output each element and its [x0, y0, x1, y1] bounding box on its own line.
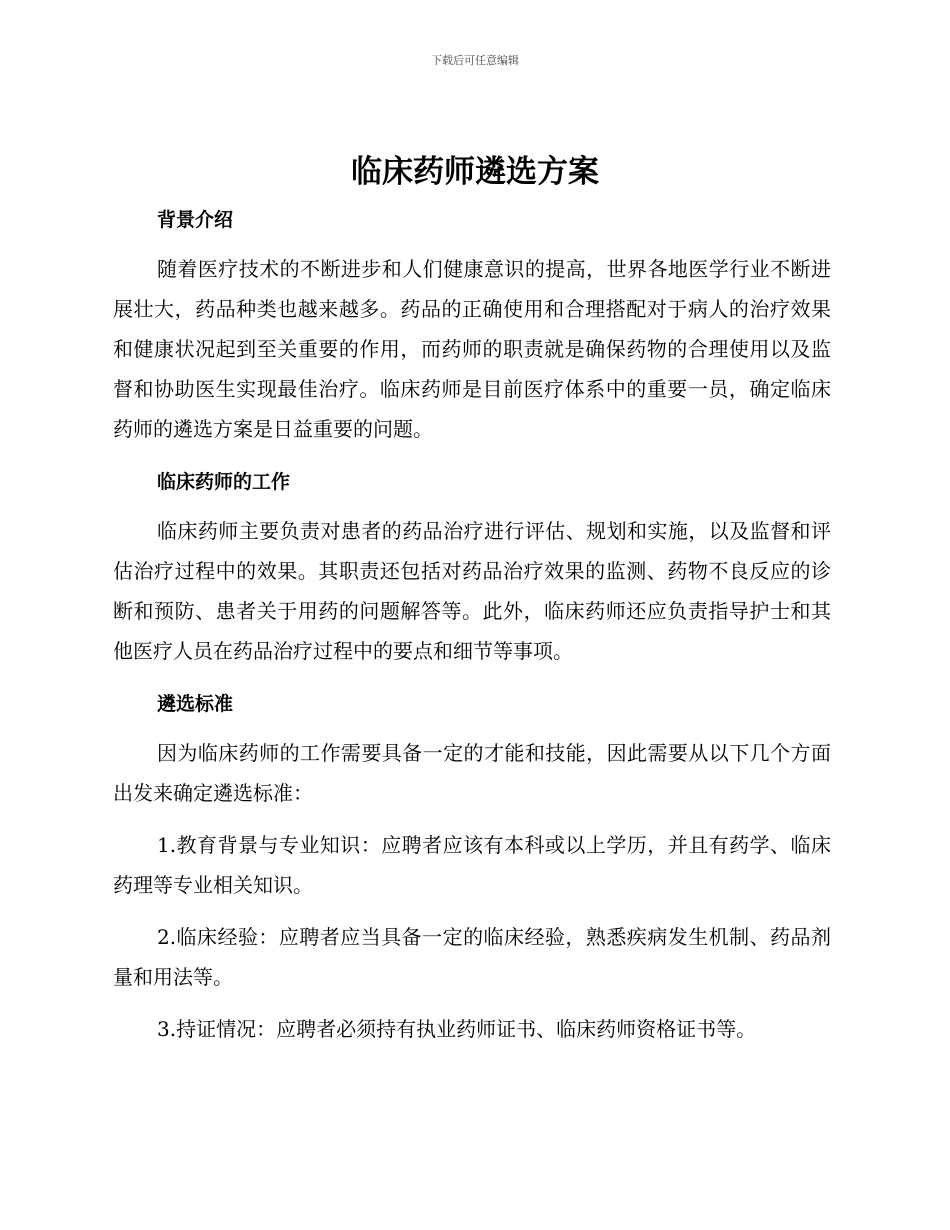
- list-item-experience: 2.临床经验：应聘者应当具备一定的临床经验，熟悉疾病发生机制、药品剂量和用法等。: [113, 925, 831, 989]
- paragraph-work: 临床药师主要负责对患者的药品治疗进行评估、规划和实施，以及监督和评估治疗过程中的效果。其职责还包括对药品治疗效果的监测、药物不良反应的诊断和预防、患者关于用药的问题解答等。此外，临床药师还应负责指导护士和其他医疗人员在药品治疗过程中的要点和细节等事项。: [113, 519, 831, 663]
- document-title: 临床药师遴选方案: [351, 154, 599, 190]
- list-item-certification: 3.持证情况：应聘者必须持有执业药师证书、临床药师资格证书等。: [157, 1017, 757, 1041]
- list-item-education: 1.教育背景与专业知识：应聘者应该有本科或以上学历，并且有药学、临床药理等专业相关知识。: [113, 833, 831, 897]
- section-heading-background: 背景介绍: [157, 209, 234, 231]
- header-note: 下载后可任意编辑: [431, 54, 519, 67]
- section-heading-criteria: 遴选标准: [157, 693, 234, 715]
- document-body: [113, 201, 831, 1049]
- section-heading-work: 临床药师的工作: [157, 471, 291, 493]
- paragraph-criteria-intro: 因为临床药师的工作需要具备一定的才能和技能，因此需要从以下几个方面出发来确定遴选标准：: [113, 741, 831, 805]
- paragraph-background: 随着医疗技术的不断进步和人们健康意识的提高，世界各地医学行业不断进展壮大，药品种类也越来越多。药品的正确使用和合理搭配对于病人的治疗效果和健康状况起到至关重要的作用，而药师的职责就是确保药物的合理使用以及监督和协助医生实现最佳治疗。临床药师是目前医疗体系中的重要一员，确定临床药师的遴选方案是日益重要的问题。: [113, 257, 831, 441]
